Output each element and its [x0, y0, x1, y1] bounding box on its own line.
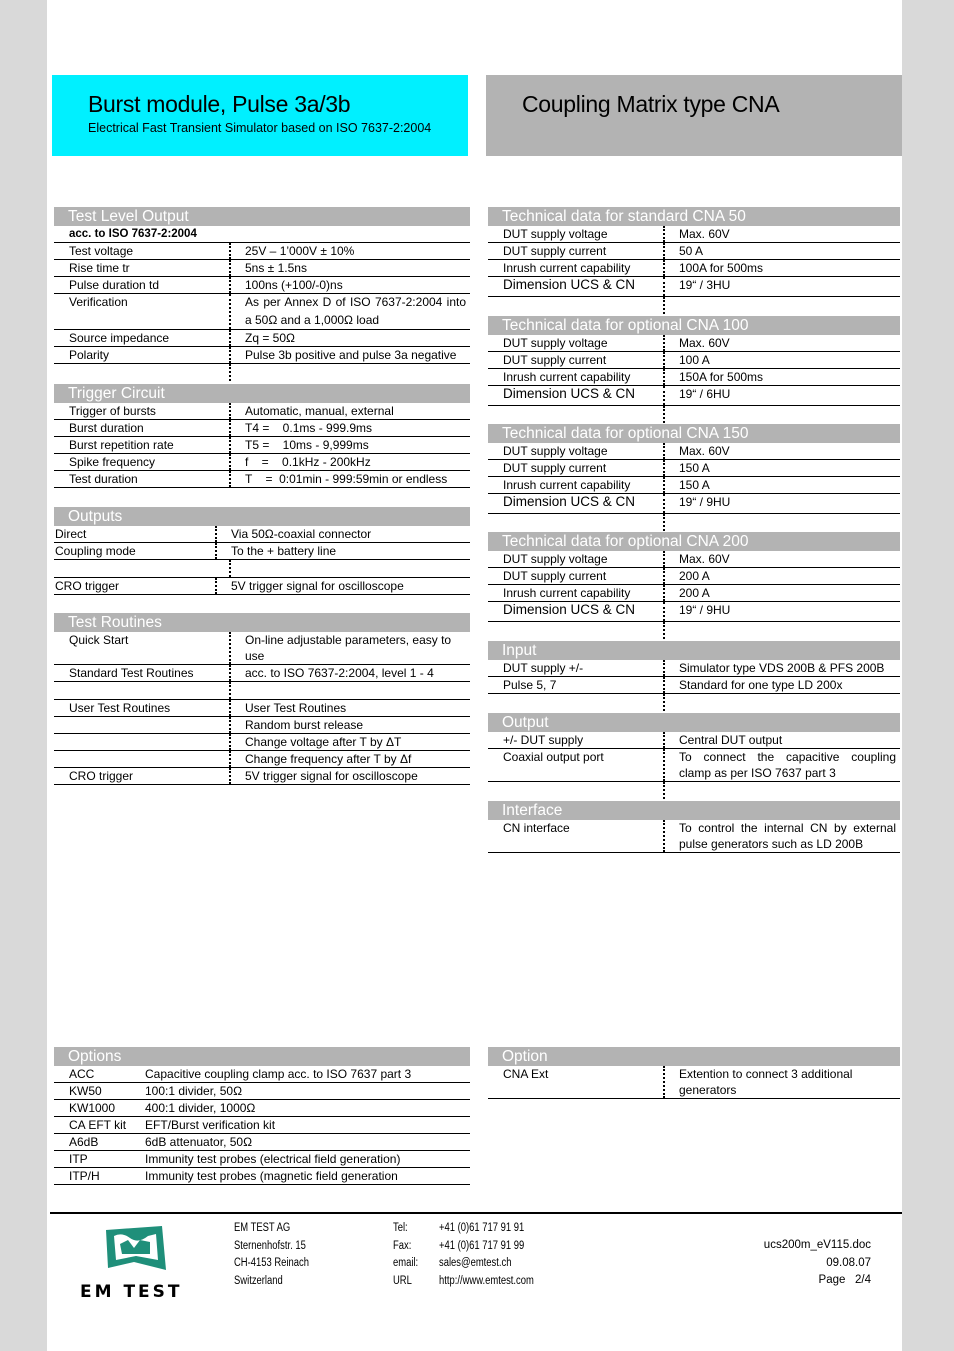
- row-label: Polarity: [69, 348, 110, 362]
- table-row: [54, 543, 470, 560]
- row-label: CN interface: [503, 821, 570, 835]
- row-label: DUT supply voltage: [503, 444, 608, 458]
- row-label: [488, 297, 663, 314]
- header-left: [52, 75, 468, 156]
- table-row: [488, 749, 900, 782]
- table-row: [54, 751, 470, 768]
- row-separator: [663, 677, 667, 693]
- row-value: Random burst release: [245, 718, 364, 732]
- row-label: Inrush current capability: [503, 261, 631, 275]
- row-value: Zq = 50Ω: [245, 331, 295, 345]
- url-link[interactable]: http://www.emtest.com: [439, 1274, 534, 1287]
- row-label: Coupling mode: [55, 544, 136, 558]
- table-row: [54, 768, 470, 785]
- page-title: Burst module, Pulse 3a/3b: [88, 91, 351, 117]
- row-label: [54, 734, 229, 750]
- table-row: [54, 260, 470, 277]
- row-separator: [663, 352, 667, 368]
- row-separator: [215, 578, 219, 594]
- row-value: T5 = 10ms - 9,999ms: [245, 438, 369, 452]
- row-separator: [229, 734, 233, 750]
- header-right: [486, 75, 902, 156]
- table-row: [54, 665, 470, 682]
- row-value: f = 0.1kHz - 200kHz: [245, 455, 371, 469]
- table-row: [54, 1117, 470, 1134]
- row-separator: [663, 820, 667, 852]
- row-label: Quick Start: [69, 633, 129, 647]
- row-label: Direct: [55, 527, 87, 541]
- section-title: Test Routines: [54, 613, 470, 632]
- row-value: [245, 364, 470, 381]
- row-value: 400:1 divider, 1000Ω: [145, 1101, 256, 1115]
- row-label: [54, 751, 229, 767]
- row-value: 100:1 divider, 50Ω: [145, 1084, 243, 1098]
- row-label: User Test Routines: [69, 701, 171, 715]
- section-cna200: [488, 532, 900, 639]
- section-output: [488, 713, 900, 799]
- row-label: [488, 782, 663, 799]
- section-trigger: [54, 384, 470, 488]
- row-label: KW50: [69, 1084, 102, 1098]
- row-value: [679, 622, 900, 639]
- row-value: Max. 60V: [679, 227, 730, 241]
- row-value: [679, 514, 900, 531]
- table-row: [54, 454, 470, 471]
- row-value: 200 A: [679, 586, 710, 600]
- row-label: [488, 622, 663, 639]
- section-title: Technical data for standard CNA 50: [488, 207, 900, 226]
- row-value: 100A for 500ms: [679, 261, 764, 275]
- emtest-logo: [78, 1222, 188, 1302]
- row-label: DUT supply +/-: [503, 661, 584, 675]
- row-label: Dimension UCS & CN: [503, 386, 636, 401]
- section-interface: [488, 801, 900, 853]
- table-row: [488, 386, 900, 406]
- row-separator: [663, 660, 667, 676]
- footer-docinfo: [700, 1237, 871, 1290]
- row-label: KW1000: [69, 1101, 116, 1115]
- section-title: Input: [488, 641, 900, 660]
- row-value: Automatic, manual, external: [245, 404, 394, 418]
- table-row: [54, 277, 470, 294]
- row-separator: [663, 443, 667, 459]
- page-subtitle: Electrical Fast Transient Simulator based on ISO 7637-2:2004: [88, 121, 432, 135]
- row-separator: [663, 335, 667, 351]
- row-separator: [663, 494, 667, 513]
- table-row: [488, 443, 900, 460]
- row-separator: [663, 1066, 667, 1098]
- table-row: [54, 632, 470, 665]
- row-label: A6dB: [69, 1135, 99, 1149]
- row-value: Change frequency after T by Δf: [245, 752, 412, 766]
- row-separator: [229, 347, 233, 363]
- row-value: 25V – 1’000V ± 10%: [245, 244, 355, 258]
- row-label: Burst repetition rate: [69, 438, 174, 452]
- row-separator: [229, 330, 233, 346]
- row-separator: [229, 294, 233, 329]
- table-row: [54, 226, 470, 243]
- table-row: [54, 437, 470, 454]
- row-separator: [229, 665, 233, 681]
- row-label: Dimension UCS & CN: [503, 277, 636, 292]
- table-row: [54, 243, 470, 260]
- section-test-level: [54, 207, 470, 381]
- table-row: [54, 294, 470, 330]
- row-label: Inrush current capability: [503, 586, 631, 600]
- row-value: acc. to ISO 7637-2:2004, level 1 - 4: [245, 666, 434, 680]
- section-option: [488, 1047, 900, 1099]
- row-label: [488, 514, 663, 531]
- row-label: Pulse 5, 7: [503, 678, 557, 692]
- row-value: Max. 60V: [679, 444, 730, 458]
- row-separator: [229, 277, 233, 293]
- row-value: 150 A: [679, 478, 710, 492]
- row-label: DUT supply current: [503, 353, 607, 367]
- logo-icon: [78, 1222, 188, 1302]
- table-row: [488, 820, 900, 853]
- row-value: 19“ / 6HU: [679, 387, 731, 401]
- table-row: [488, 369, 900, 386]
- row-value: Central DUT output: [679, 733, 783, 747]
- row-separator: [215, 543, 219, 559]
- footer-contact-labels: Tel: Fax: email: URL: [393, 1222, 419, 1287]
- row-value: As per Annex D of ISO 7637-2:2004 into a 50Ω and a 1,000Ω load: [245, 295, 466, 327]
- table-row: [54, 347, 470, 364]
- row-value: [679, 297, 900, 314]
- row-label: Dimension UCS & CN: [503, 602, 636, 617]
- table-row: [54, 1083, 470, 1100]
- section-title: Technical data for optional CNA 100: [488, 316, 900, 335]
- row-value: 19“ / 9HU: [679, 495, 731, 509]
- table-row: [488, 226, 900, 243]
- section-cna150: [488, 424, 900, 531]
- row-value: Immunity test probes (electrical field generation): [145, 1152, 401, 1166]
- row-separator: [229, 560, 233, 577]
- row-value: Capacitive coupling clamp acc. to ISO 7637 part 3: [145, 1067, 412, 1081]
- table-row: [54, 471, 470, 488]
- row-separator: [663, 460, 667, 476]
- table-row: [488, 568, 900, 585]
- row-value: [679, 782, 900, 799]
- section-options: [54, 1047, 470, 1185]
- row-separator: [663, 551, 667, 567]
- table-row: [488, 335, 900, 352]
- row-label: DUT supply current: [503, 569, 607, 583]
- section-title: Interface: [488, 801, 900, 820]
- row-label: Source impedance: [69, 331, 170, 345]
- row-value: Simulator type VDS 200B & PFS 200B: [679, 661, 885, 675]
- table-row: [54, 1151, 470, 1168]
- row-label: ITP/H: [69, 1169, 100, 1183]
- row-separator: [229, 700, 233, 716]
- row-value: To the + battery line: [231, 544, 337, 558]
- table-row: [54, 330, 470, 347]
- row-label: DUT supply current: [503, 244, 607, 258]
- doc-name: ucs200m_eV115.doc: [763, 1239, 871, 1251]
- table-row: [488, 277, 900, 297]
- row-separator: [663, 297, 667, 314]
- table-row: [488, 460, 900, 477]
- table-row: [488, 494, 900, 514]
- row-label: Inrush current capability: [503, 370, 631, 384]
- row-separator: [663, 260, 667, 276]
- row-value: 200 A: [679, 569, 710, 583]
- table-row: [488, 477, 900, 494]
- row-value: T4 = 0.1ms - 999.9ms: [245, 421, 373, 435]
- section-title: Options: [54, 1047, 470, 1066]
- row-label: +/- DUT supply: [503, 733, 584, 747]
- row-separator: [663, 226, 667, 242]
- row-value: 150A for 500ms: [679, 370, 764, 384]
- row-label: Trigger of bursts: [69, 404, 156, 418]
- row-value: 100 A: [679, 353, 710, 367]
- row-label: Coaxial output port: [503, 750, 604, 764]
- row-label: DUT supply voltage: [503, 227, 608, 241]
- table-row: [488, 660, 900, 677]
- email-link[interactable]: sales@emtest.ch: [439, 1257, 512, 1269]
- row-label: [54, 560, 229, 577]
- row-value: [679, 406, 900, 423]
- section-cna50: [488, 207, 900, 314]
- row-separator: [663, 568, 667, 584]
- logo-text: EM TEST: [80, 1282, 183, 1302]
- row-separator: [215, 526, 219, 542]
- row-label: Test duration: [69, 472, 138, 486]
- row-value: [245, 560, 470, 577]
- row-separator: [229, 632, 233, 664]
- table-row: [54, 420, 470, 437]
- row-value: To control the internal CN by external pulse generators such as LD 200B: [679, 821, 896, 851]
- table-row: [54, 734, 470, 751]
- page-number: Page 2/4: [818, 1274, 871, 1286]
- row-separator: [229, 717, 233, 733]
- row-label: [54, 682, 229, 699]
- section-title: Test Level Output: [54, 207, 470, 226]
- section-title: Technical data for optional CNA 150: [488, 424, 900, 443]
- row-value: EFT/Burst verification kit: [145, 1118, 276, 1132]
- row-value: [679, 694, 900, 711]
- row-label: DUT supply voltage: [503, 552, 608, 566]
- table-row: [488, 732, 900, 749]
- section-cna100: [488, 316, 900, 423]
- row-separator: [663, 694, 667, 711]
- row-value: 100ns (+100/-0)ns: [245, 278, 343, 292]
- row-value: Immunity test probes (magnetic field generation: [145, 1169, 398, 1183]
- row-label: [488, 406, 663, 423]
- table-row: [488, 1066, 900, 1099]
- row-label: Test voltage: [69, 244, 134, 258]
- row-label: CNA Ext: [503, 1067, 549, 1081]
- row-separator: [663, 514, 667, 531]
- row-label: Spike frequency: [69, 455, 156, 469]
- row-separator: [663, 782, 667, 799]
- section-input: [488, 641, 900, 711]
- table-row: [54, 1134, 470, 1151]
- row-label: ITP: [69, 1152, 88, 1166]
- row-separator: [663, 749, 667, 781]
- row-label: [54, 364, 229, 381]
- row-label: [54, 717, 229, 733]
- table-row: [54, 1100, 470, 1117]
- row-value: 5V trigger signal for oscilloscope: [231, 579, 404, 593]
- row-value: Extention to connect 3 additional generators: [679, 1067, 853, 1097]
- row-separator: [229, 260, 233, 276]
- row-label: Pulse duration td: [69, 278, 160, 292]
- table-row: [488, 260, 900, 277]
- row-value: Standard for one type LD 200x: [679, 678, 843, 692]
- row-label: Dimension UCS & CN: [503, 494, 636, 509]
- row-value: On-line adjustable parameters, easy to use: [245, 633, 452, 663]
- row-label: Inrush current capability: [503, 478, 631, 492]
- table-row: [54, 1168, 470, 1185]
- section-outputs: [54, 507, 470, 595]
- footer-contact-values: +41 (0)61 717 91 91 +41 (0)61 717 91 99 sales@emtest.ch http://www.emtest.com: [439, 1220, 534, 1290]
- row-separator: [663, 477, 667, 493]
- section-title: Output: [488, 713, 900, 732]
- row-label: DUT supply current: [503, 461, 607, 475]
- row-value: User Test Routines: [245, 701, 347, 715]
- row-separator: [229, 682, 233, 699]
- row-separator: [663, 602, 667, 621]
- row-value: Pulse 3b positive and pulse 3a negative: [245, 348, 457, 362]
- row-label: Standard Test Routines: [69, 666, 194, 680]
- row-separator: [663, 585, 667, 601]
- row-separator: [663, 369, 667, 385]
- section-title: Technical data for optional CNA 200: [488, 532, 900, 551]
- table-row: [488, 677, 900, 694]
- row-separator: [229, 364, 233, 381]
- row-value: T = 0:01min - 999:59min or endless: [245, 472, 448, 486]
- table-row: [54, 526, 470, 543]
- footer-address: EM TEST AG Sternenhofstr. 15 CH-4153 Reinach Switzerland: [234, 1222, 309, 1287]
- section-title: Outputs: [54, 507, 470, 526]
- row-separator: [663, 406, 667, 423]
- row-value: Max. 60V: [679, 336, 730, 350]
- row-separator: [663, 386, 667, 405]
- row-separator: [663, 277, 667, 296]
- doc-date: 09.08.07: [826, 1256, 871, 1269]
- row-label: Verification: [69, 295, 128, 309]
- row-separator: [229, 437, 233, 453]
- section-routines: [54, 613, 470, 785]
- row-value: 19“ / 3HU: [679, 278, 731, 292]
- row-value: 5V trigger signal for oscilloscope: [245, 769, 418, 783]
- row-value: 5ns ± 1.5ns: [245, 261, 307, 275]
- table-row: [54, 403, 470, 420]
- table-row: [488, 352, 900, 369]
- row-separator: [229, 420, 233, 436]
- row-value: Via 50Ω-coaxial connector: [231, 527, 372, 541]
- row-separator: [229, 768, 233, 784]
- table-row: [488, 602, 900, 622]
- row-label: DUT supply voltage: [503, 336, 608, 350]
- table-row: [54, 717, 470, 734]
- row-label: [488, 694, 663, 711]
- row-separator: [229, 454, 233, 470]
- row-label: CRO trigger: [69, 769, 134, 783]
- row-value: 150 A: [679, 461, 710, 475]
- row-separator: [663, 732, 667, 748]
- header-right-title: Coupling Matrix type CNA: [522, 91, 780, 117]
- row-separator: [663, 622, 667, 639]
- row-label: ACC: [69, 1067, 95, 1081]
- row-value: 50 A: [679, 244, 704, 258]
- row-separator: [229, 243, 233, 259]
- row-separator: [229, 751, 233, 767]
- section-title: Trigger Circuit: [54, 384, 470, 403]
- row-value: 6dB attenuator, 50Ω: [145, 1135, 253, 1149]
- row-value: To connect the capacitive coupling clamp as per ISO 7637 part 3: [679, 750, 896, 780]
- table-row: [488, 585, 900, 602]
- table-row: [54, 1066, 470, 1083]
- row-label: CA EFT kit: [69, 1118, 127, 1132]
- row-value: [245, 682, 470, 699]
- row-value: 19“ / 9HU: [679, 603, 731, 617]
- row-separator: [663, 243, 667, 259]
- row-label: CRO trigger: [55, 579, 120, 593]
- row-value: Max. 60V: [679, 552, 730, 566]
- row-value: Change voltage after T by ΔT: [245, 735, 402, 749]
- row-label: Rise time tr: [69, 261, 130, 275]
- table-row: [54, 578, 470, 595]
- row-separator: [229, 403, 233, 419]
- table-row: [488, 551, 900, 568]
- row-label: Burst duration: [69, 421, 144, 435]
- table-row: [54, 700, 470, 717]
- table-row: [488, 243, 900, 260]
- section-title: Option: [488, 1047, 900, 1066]
- section-note: acc. to ISO 7637-2:2004: [69, 228, 197, 240]
- footer-divider: [50, 1212, 902, 1214]
- row-separator: [229, 471, 233, 487]
